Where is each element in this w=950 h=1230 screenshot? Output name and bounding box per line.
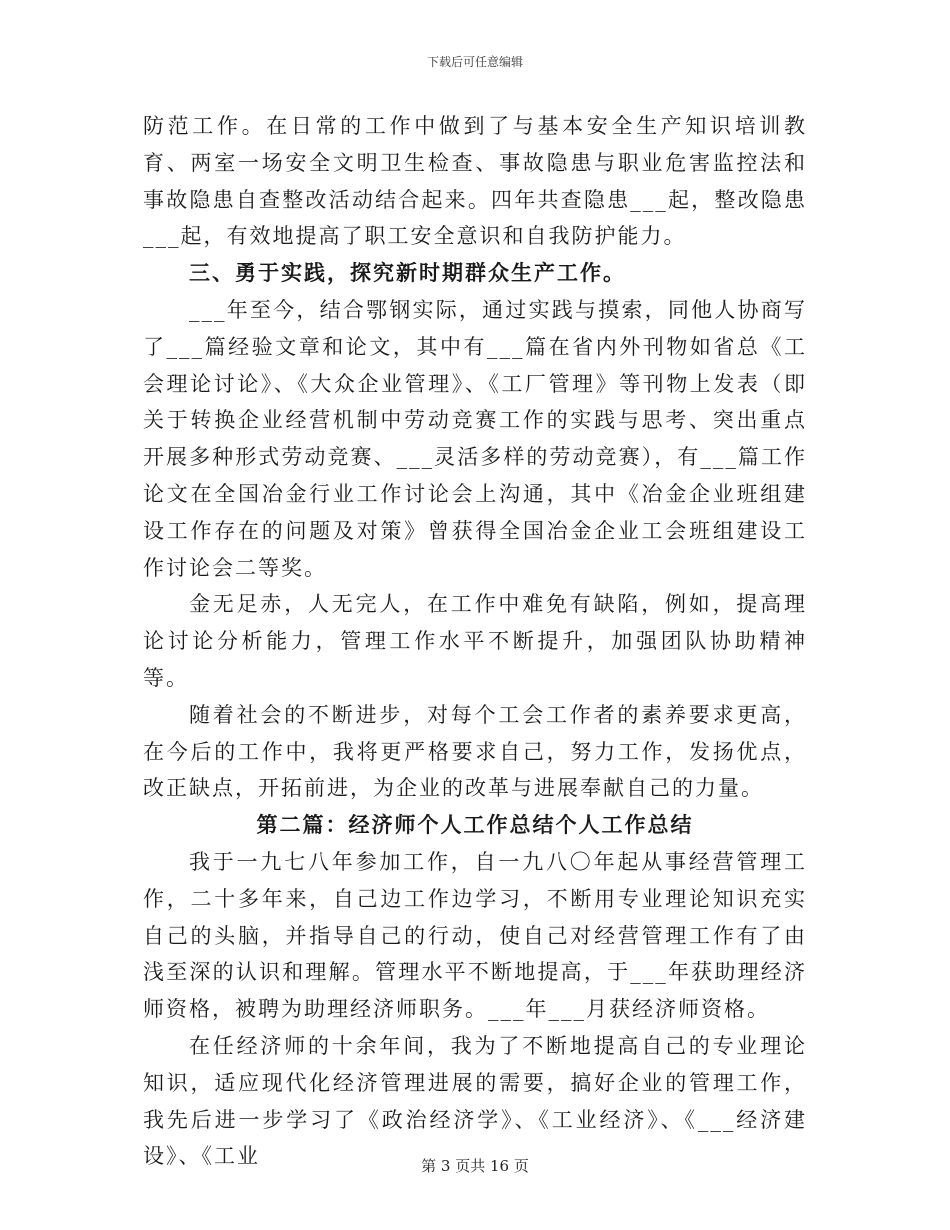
paragraph-study: 在任经济师的十余年间，我为了不断地提高自己的专业理论知识，适应现代化经济管理进展的需要，搞好企业的管理工作，我先后进一步学习了《政治经济学》、《工业经济》、《___经济建设》、《工业	[143, 1033, 807, 1169]
paragraph-1: 防范工作。在日常的工作中做到了与基本安全生产知识培训教育、两室一场安全文明卫生检查、事故隐患与职业危害监控法和事故隐患自查整改活动结合起来。四年共查隐患___起，整改隐患___起，有效地提高了职工安全意识和自我防护能力。	[143, 114, 807, 249]
paragraph-papers: ___年至今，结合鄂钢实际，通过实践与摸索，同他人协商写了___篇经验文章和论文，其中有___篇在省内外刊物如省总《工会理论讨论》、《大众企业管理》、《工厂管理》等刊物上发表（即关于转换企业经营机制中劳动竞赛工作的实践与思考、突出重点开展多种形式劳动竞赛、___灵活多样的劳动竞赛），有___篇工作论文在全国冶金行业工作讨论会上沟通，其中《冶金企业班组建设工作存在的问题及对策》曾获得全国冶金企业工会班组建设工作讨论会二等奖。	[143, 297, 807, 580]
chapter-title: 第二篇：经济师个人工作总结个人工作总结	[256, 812, 694, 838]
page-number: 第 3 页共 16 页	[421, 1157, 529, 1175]
paragraph-outlook: 随着社会的不断进步，对每个工会工作者的素养要求更高，在今后的工作中，我将更严格要求自己，努力工作，发扬优点，改正缺点，开拓前进，为企业的改革与进展奉献自己的力量。	[143, 702, 807, 801]
paragraph-career: 我于一九七八年参加工作，自一九八〇年起从事经营管理工作，二十多年来，自己边工作边学习，不断用专业理论知识充实自己的头脑，并指导自己的行动，使自己对经营管理工作有了由浅至深的认识和理解。管理水平不断地提高，于___年获助理经济师资格，被聘为助理经济师职务。___年___月获经济师资格。	[143, 849, 807, 1022]
page-header: 下载后可任意编辑	[426, 55, 523, 69]
document-body	[143, 108, 807, 1175]
section-heading-3: 三、勇于实践，探究新时期群众生产工作。	[189, 260, 626, 286]
paragraph-shortcomings: 金无足赤，人无完人，在工作中难免有缺陷，例如，提高理论讨论分析能力，管理工作水平不断提升，加强团队协助精神等。	[143, 592, 807, 690]
